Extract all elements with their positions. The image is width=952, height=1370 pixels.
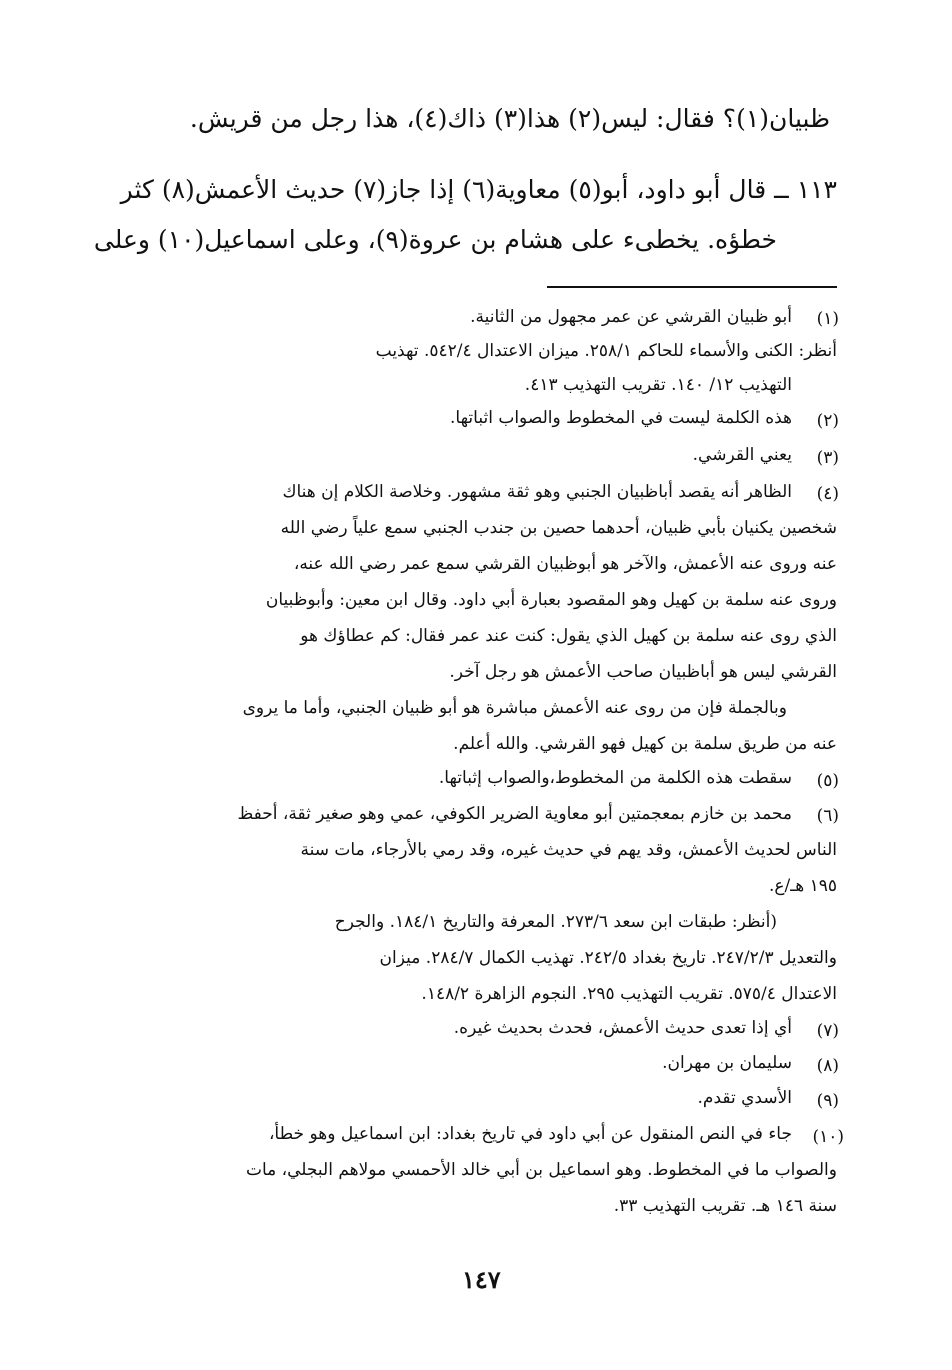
footnote-10-line-a: جاء في النص المنقول عن أبي داود في تاريخ بغداد: ابن اسماعيل وهو خطأ، bbox=[268, 1124, 792, 1144]
footnote-separator bbox=[547, 286, 837, 288]
footnote-1-line-b: أنظر: الكنى والأسماء للحاكم ٢٥٨/١. ميزان الاعتدال ٥٤٢/٤. تهذيب bbox=[375, 341, 837, 361]
footnote-6-line-e: والتعديل ٢٤٧/٢/٣. تاريخ بغداد ٢٤٢/٥. تهذيب الكمال ٢٨٤/٧. ميزان bbox=[379, 948, 837, 968]
footnote-number-7: (٧) bbox=[816, 1021, 839, 1041]
footnote-6-line-c: ١٩٥ هـ/ع. bbox=[768, 876, 837, 896]
footnote-4-line-d: وروى عنه سلمة بن كهيل وهو المقصود بعبارة أبي داود. وقال ابن معين: وأبوظبيان bbox=[265, 590, 837, 610]
footnote-6-line-d: (أنظر: طبقات ابن سعد ٢٧٣/٦. المعرفة والتاريخ ١٨٤/١. والجرح bbox=[334, 912, 777, 932]
main-text-line-3: خطؤه. يخطىء على هشام بن عروة(٩)، وعلى اسماعيل(١٠) وعلى bbox=[93, 225, 777, 254]
footnote-4-line-a: الظاهر أنه يقصد أباظبيان الجنبي وهو ثقة مشهور. وخلاصة الكلام إن هناك bbox=[282, 482, 792, 502]
footnote-4-line-c: عنه وروى عنه الأعمش، والآخر هو أبوظبيان القرشي سمع عمر رضي الله عنه، bbox=[293, 554, 837, 574]
footnote-7-line-a: أي إذا تعدى حديث الأعمش، فحدث بحديث غيره. bbox=[453, 1018, 792, 1038]
footnote-2-line-a: هذه الكلمة ليست في المخطوط والصواب اثباتها. bbox=[450, 408, 792, 428]
footnote-10-line-c: سنة ١٤٦ هـ. تقريب التهذيب ٣٣. bbox=[613, 1196, 837, 1216]
footnote-number-9: (٩) bbox=[816, 1091, 839, 1111]
footnote-6-line-a: محمد بن خازم بمعجمتين أبو معاوية الضرير الكوفي، عمي وهو صغير ثقة، أحفظ bbox=[237, 804, 792, 824]
footnote-1-line-a: أبو ظبيان القرشي عن عمر مجهول من الثانية. bbox=[470, 307, 792, 327]
footnote-number-6: (٦) bbox=[816, 806, 839, 826]
footnote-number-8: (٨) bbox=[816, 1056, 839, 1076]
footnote-4-line-b: شخصين يكنيان بأبي ظبيان، أحدهما حصين بن جندب الجنبي سمع علياً رضي الله bbox=[280, 518, 837, 538]
footnote-4-line-f: القرشي ليس هو أباظبيان صاحب الأعمش هو رجل آخر. bbox=[449, 662, 837, 682]
footnote-number-4: (٤) bbox=[816, 484, 839, 504]
main-text-line-1: ظبيان(١)؟ فقال: ليس(٢) هذا(٣) ذاك(٤)، هذا رجل من قريش. bbox=[189, 104, 830, 133]
footnote-number-1: (١) bbox=[816, 309, 839, 329]
footnote-number-5: (٥) bbox=[816, 771, 839, 791]
footnote-6-line-b: الناس لحديث الأعمش، وقد يهم في حديث غيره، وقد رمي بالأرجاء، مات سنة bbox=[300, 840, 837, 860]
footnote-4-line-e: الذي روى عنه سلمة بن كهيل الذي يقول: كنت عند عمر فقال: كم عطاؤك هو bbox=[300, 626, 837, 646]
footnote-9-line-a: الأسدي تقدم. bbox=[697, 1088, 792, 1108]
page-number: ١٤٧ bbox=[462, 1265, 501, 1294]
footnote-number-2: (٢) bbox=[816, 411, 839, 431]
footnote-4-line-h: عنه من طريق سلمة بن كهيل فهو القرشي. والله أعلم. bbox=[453, 734, 837, 754]
main-text-line-2: ١١٣ ــ قال أبو داود، أبو(٥) معاوية(٦) إذا جاز(٧) حديث الأعمش(٨) كثر bbox=[120, 175, 837, 204]
footnote-8-line-a: سليمان بن مهران. bbox=[662, 1053, 792, 1073]
footnote-number-3: (٣) bbox=[816, 448, 839, 468]
footnote-6-line-f: الاعتدال ٥٧٥/٤. تقريب التهذيب ٢٩٥. النجوم الزاهرة ١٤٨/٢. bbox=[421, 984, 837, 1004]
footnote-3-line-a: يعني القرشي. bbox=[692, 445, 792, 465]
footnote-10-line-b: والصواب ما في المخطوط. وهو اسماعيل بن أبي خالد الأحمسي مولاهم البجلي، مات bbox=[245, 1160, 837, 1180]
footnote-5-line-a: سقطت هذه الكلمة من المخطوط،والصواب إثباتها. bbox=[438, 768, 792, 788]
footnote-4-line-g: وبالجملة فإن من روى عنه الأعمش مباشرة هو أبو ظبيان الجنبي، وأما ما يروى bbox=[242, 698, 787, 718]
footnote-1-line-c: التهذيب ١٢/ ١٤٠. تقريب التهذيب ٤١٣. bbox=[524, 375, 792, 395]
footnote-number-10: (١٠) bbox=[812, 1127, 844, 1147]
